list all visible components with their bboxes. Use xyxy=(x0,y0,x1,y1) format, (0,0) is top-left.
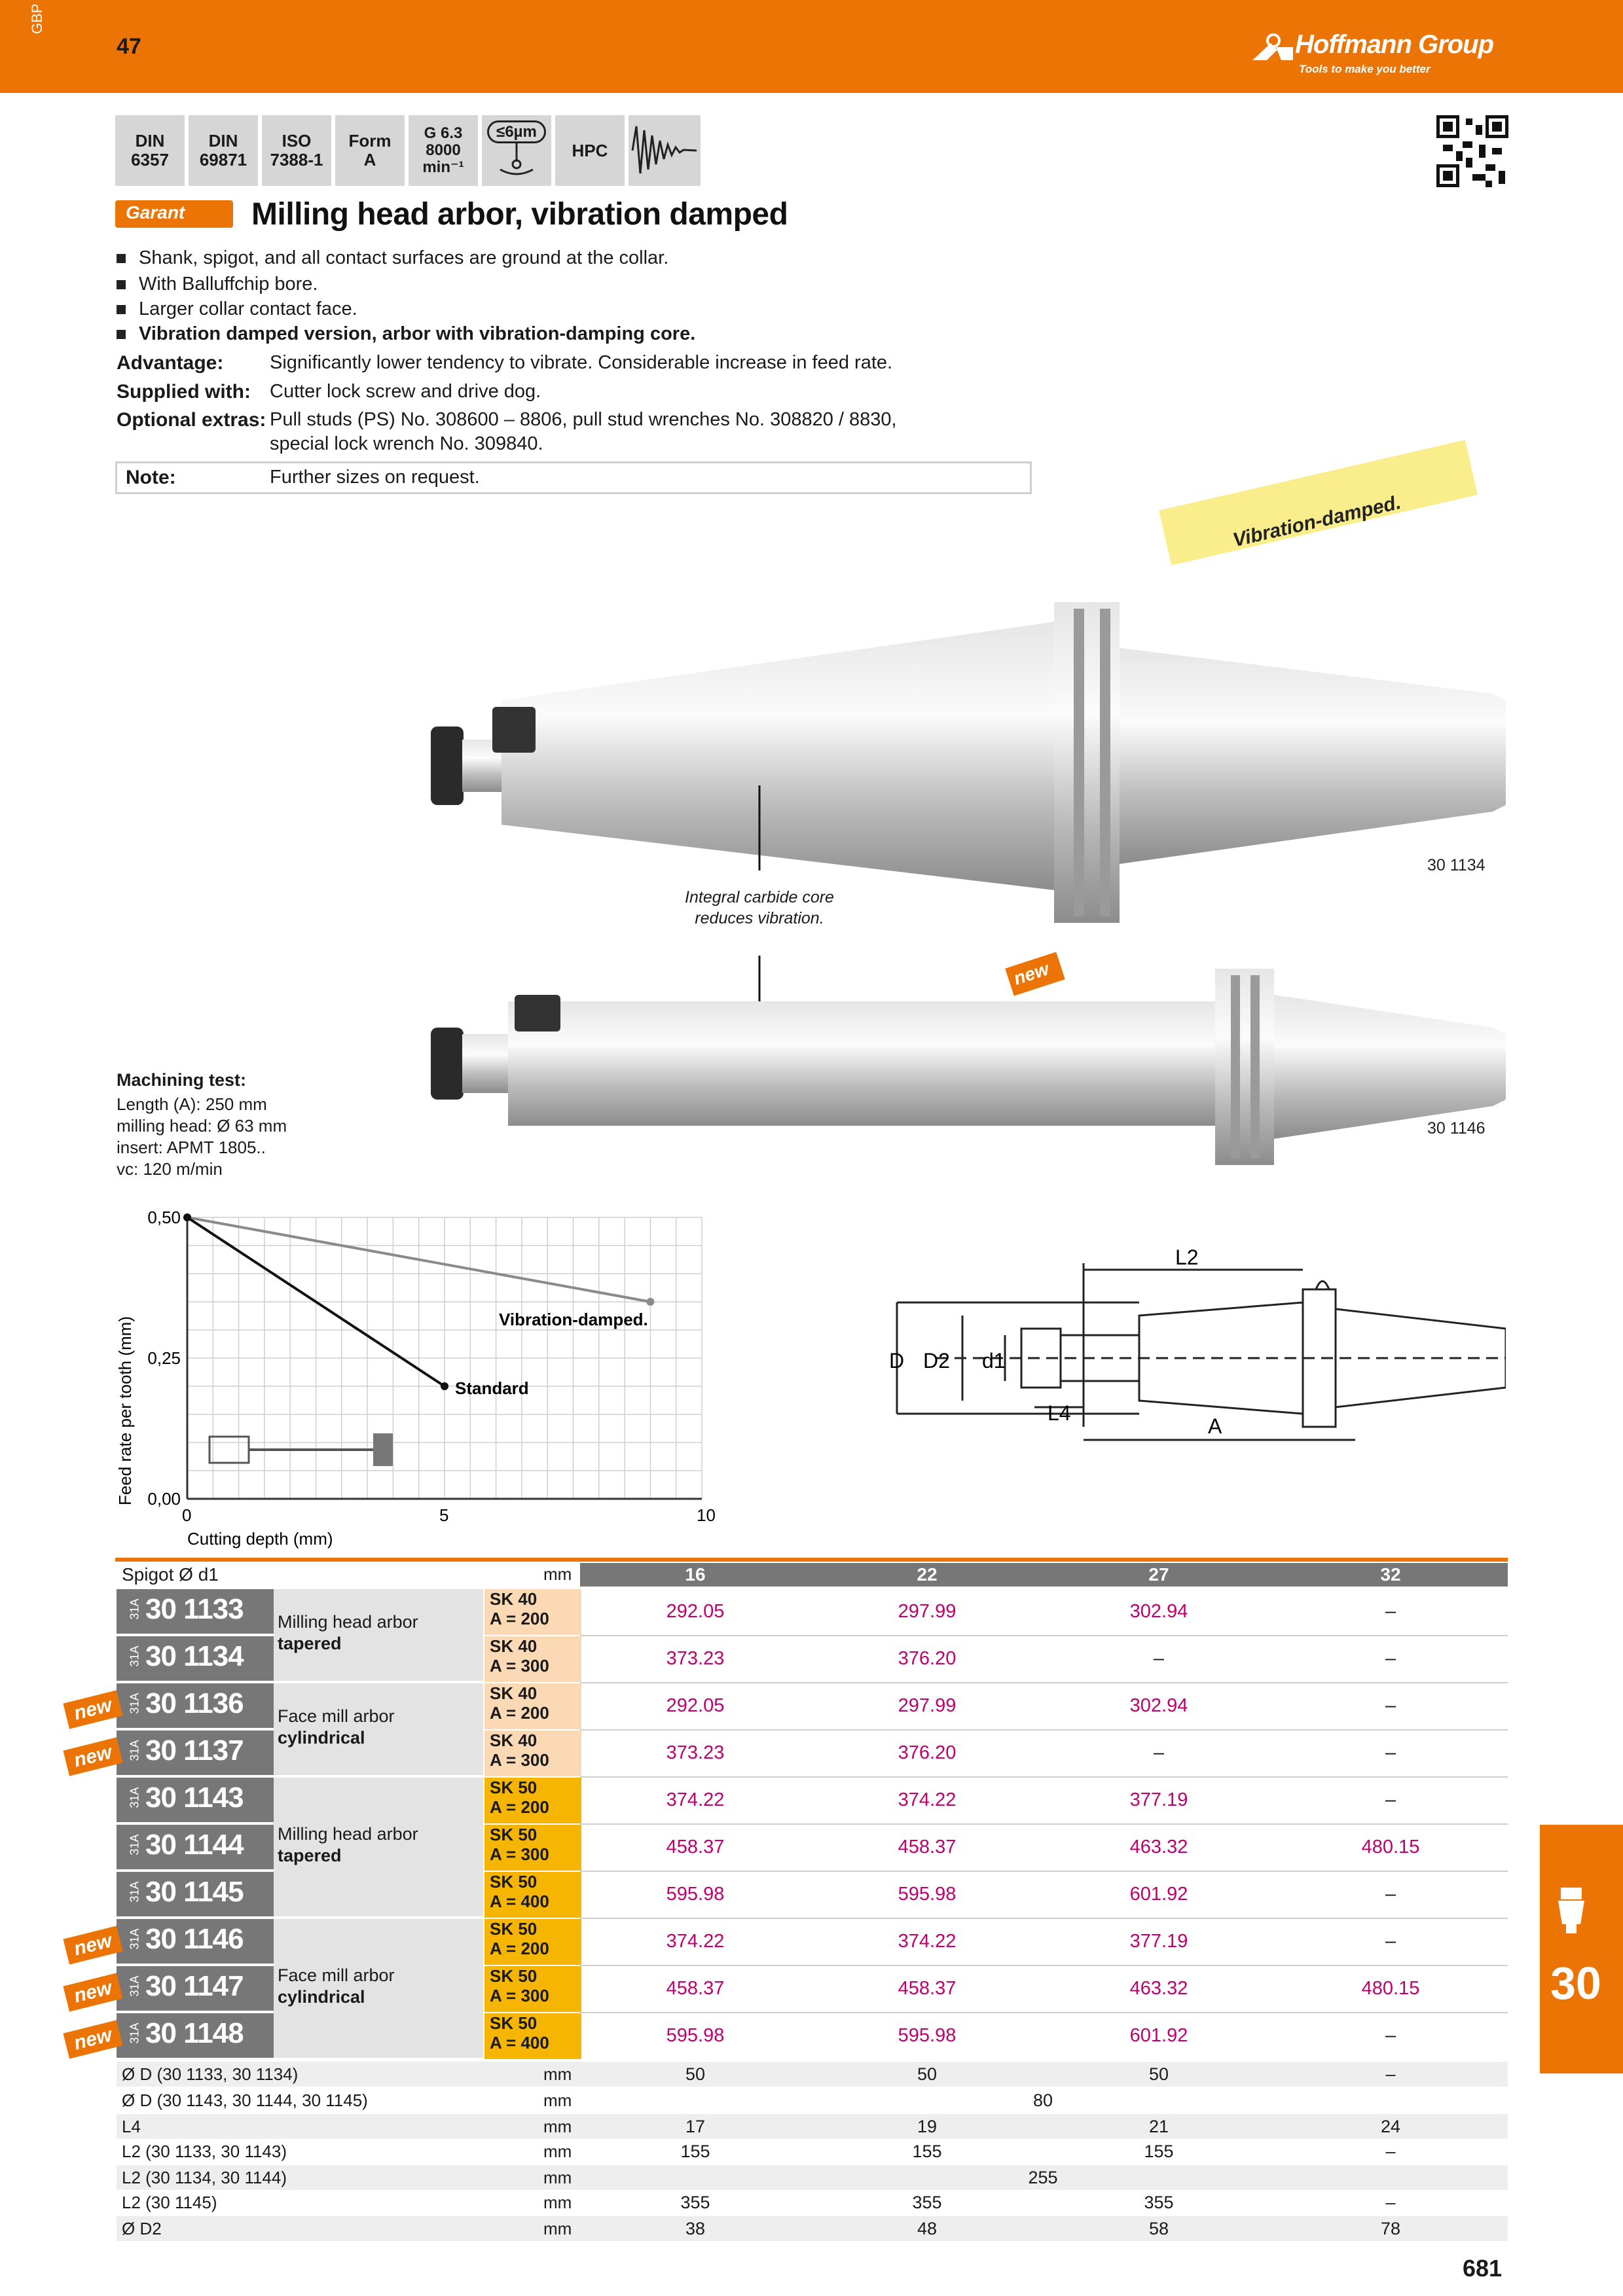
sk-size: SK 50 xyxy=(490,1825,538,1844)
badge-form xyxy=(335,115,405,186)
advantage-label: Advantage: xyxy=(117,352,224,374)
spec-value: 355 xyxy=(912,2193,942,2212)
spec-unit: mm xyxy=(543,2168,572,2187)
article-number: 30 1145 xyxy=(145,1876,244,1908)
machining-test-line: insert: APMT 1805.. xyxy=(117,1138,266,1157)
machining-test-line: Length (A): 250 mm xyxy=(117,1094,267,1114)
price-cell: 374.22 xyxy=(666,1931,725,1952)
new-badge: new xyxy=(63,1973,122,2011)
spec-label: L2 (30 1134, 30 1144) xyxy=(122,2168,287,2187)
column-header: 16 xyxy=(685,1564,706,1585)
spec-row-bg xyxy=(117,2165,1508,2190)
brand-name: Hoffmann Group xyxy=(1295,30,1494,59)
row-divider xyxy=(580,1776,1508,1778)
dimension-drawing xyxy=(877,1237,1506,1460)
price-cell: 601.92 xyxy=(1129,2025,1188,2046)
chart-y-tick-label: 0,00 xyxy=(147,1489,181,1509)
chart-x-axis-label: Cutting depth (mm) xyxy=(187,1529,333,1549)
article-number: 30 1134 xyxy=(145,1640,244,1672)
chart-tool-sketch-icon xyxy=(210,1433,393,1466)
new-badge: new xyxy=(63,1737,122,1776)
machining-test-line: vc: 120 m/min xyxy=(117,1159,223,1179)
code-prefix: 31A xyxy=(128,1740,141,1761)
sk-size: SK 40 xyxy=(490,1683,538,1703)
spec-value: 17 xyxy=(685,2117,706,2136)
spec-value: 50 xyxy=(917,2064,938,2084)
sk-size: SK 40 xyxy=(490,1589,538,1609)
sk-size: SK 50 xyxy=(490,1872,538,1892)
price-cell: – xyxy=(1385,1931,1396,1952)
spec-unit: mm xyxy=(543,2090,572,2110)
arbor-tapered-image xyxy=(419,589,1506,929)
price-cell: 458.37 xyxy=(898,1837,957,1857)
price-cell: 376.20 xyxy=(898,1742,957,1763)
chart-ticks xyxy=(147,1211,716,1525)
spec-value: 155 xyxy=(680,2142,710,2161)
price-cell: – xyxy=(1153,1742,1165,1763)
spec-unit: mm xyxy=(543,2219,572,2238)
badge-line: ≤6µm xyxy=(487,120,546,143)
price-cell: – xyxy=(1385,1742,1396,1763)
price-cell: – xyxy=(1385,1884,1396,1905)
spec-value: 355 xyxy=(1144,2193,1174,2212)
row-divider xyxy=(580,1871,1508,1872)
badge-din-6357 xyxy=(115,115,185,186)
badge-line: 7388-1 xyxy=(270,150,323,170)
spec-value: – xyxy=(1385,2064,1396,2084)
bullet-item: Shank, spigot, and all contact surfaces are ground at the collar. xyxy=(117,247,668,269)
dim-label-a: A xyxy=(1208,1414,1222,1438)
spec-value: 21 xyxy=(1148,2117,1169,2136)
spec-value-merged: 255 xyxy=(1028,2168,1058,2187)
sk-cell xyxy=(484,1589,581,1635)
price-cell: 374.22 xyxy=(898,1789,957,1810)
code-prefix: 31A xyxy=(128,1598,141,1620)
price-cell: 297.99 xyxy=(898,1695,957,1716)
price-cell: 376.20 xyxy=(898,1648,957,1669)
sk-length: A = 200 xyxy=(490,1703,549,1723)
machining-test-title: Machining test: xyxy=(117,1070,247,1090)
spec-label: L2 (30 1133, 30 1143) xyxy=(122,2142,287,2161)
group-line: cylindrical xyxy=(278,1728,365,1748)
chart-point xyxy=(646,1298,654,1306)
optional-text: special lock wrench No. 309840. xyxy=(270,433,543,454)
price-cell: – xyxy=(1385,2025,1396,2046)
article-number: 30 1137 xyxy=(145,1734,244,1767)
dim-label-d1: d1 xyxy=(982,1349,1006,1372)
price-cell: – xyxy=(1385,1648,1396,1669)
dim-label-l4: L4 xyxy=(1048,1401,1071,1425)
optional-label: Optional extras: xyxy=(117,409,266,431)
spec-value: – xyxy=(1385,2193,1396,2212)
price-cell: – xyxy=(1153,1648,1165,1669)
chart-y-tick-label: 0,50 xyxy=(147,1211,181,1227)
row-divider xyxy=(580,1918,1508,1919)
sk-length: A = 200 xyxy=(490,1797,549,1817)
price-cell: 302.94 xyxy=(1129,1695,1188,1716)
price-cell: 463.32 xyxy=(1129,1837,1188,1857)
badge-line: DIN xyxy=(208,131,238,151)
row-divider xyxy=(580,1729,1508,1731)
sk-length: A = 300 xyxy=(490,1750,549,1770)
dim-label-l2: L2 xyxy=(1175,1246,1199,1269)
price-cell: 595.98 xyxy=(898,2025,957,2046)
chart-x-tick-label: 10 xyxy=(697,1505,716,1525)
image-code-top: 30 1134 xyxy=(1427,856,1486,874)
price-cell: 463.32 xyxy=(1129,1978,1188,1999)
runout-gauge-icon xyxy=(482,143,551,176)
price-cell: 292.05 xyxy=(666,1601,725,1622)
price-cell: 302.94 xyxy=(1129,1601,1188,1622)
group-description xyxy=(278,1965,395,2008)
spec-value: 78 xyxy=(1380,2219,1401,2238)
header-page-number: 47 xyxy=(117,34,141,59)
spec-unit: mm xyxy=(543,2193,572,2212)
price-cell: 601.92 xyxy=(1129,1884,1188,1905)
sk-size: SK 50 xyxy=(490,1778,538,1797)
code-prefix: 31A xyxy=(128,1881,141,1903)
group-description xyxy=(278,1706,395,1749)
price-cell: 373.23 xyxy=(666,1742,725,1763)
badge-runout xyxy=(482,115,551,186)
spec-label: L2 (30 1145) xyxy=(122,2193,217,2212)
chapter-tab xyxy=(1540,1825,1623,2073)
chart-series-label: Standard xyxy=(455,1378,529,1398)
table-top-rule xyxy=(115,1558,1508,1562)
footer-page-number: 681 xyxy=(1463,2255,1503,2282)
note-text: Further sizes on request. xyxy=(270,467,480,488)
sk-length: A = 300 xyxy=(490,1844,549,1864)
row-divider xyxy=(580,1635,1508,1636)
spec-value: 38 xyxy=(685,2219,706,2238)
sk-size: SK 50 xyxy=(490,2013,538,2033)
badge-line: 6357 xyxy=(131,150,169,170)
group-line: tapered xyxy=(278,1846,342,1865)
sk-cell xyxy=(484,2013,581,2059)
feed-rate-chart xyxy=(111,1211,720,1551)
article-number: 30 1136 xyxy=(145,1687,244,1719)
vibration-damped-banner-text: Vibration-damped. xyxy=(1231,492,1403,552)
price-cell: 292.05 xyxy=(666,1695,725,1716)
new-badge-image-text: new xyxy=(1011,958,1051,989)
vibration-damped-banner xyxy=(1159,440,1478,565)
price-cell: – xyxy=(1385,1601,1396,1622)
badge-line: DIN xyxy=(135,131,165,151)
bullet-item: Vibration damped version, arbor with vibration-damping core. xyxy=(117,323,695,345)
spec-value: 19 xyxy=(917,2117,938,2136)
core-note xyxy=(655,887,864,929)
note-label: Note: xyxy=(126,467,176,488)
price-cell: 374.22 xyxy=(666,1789,725,1810)
price-cell: – xyxy=(1385,1695,1396,1716)
badge-hpc xyxy=(555,115,625,186)
code-prefix: 31A xyxy=(128,1645,141,1667)
brand-tagline: Tools to make you better xyxy=(1299,63,1431,75)
new-badge: new xyxy=(63,1690,122,1729)
row-divider xyxy=(580,1682,1508,1683)
price-cell: 595.98 xyxy=(666,2025,725,2046)
spec-label: L4 xyxy=(122,2117,141,2136)
badge-line: ISO xyxy=(282,131,312,151)
sk-length: A = 400 xyxy=(490,2033,549,2053)
chart-series-label: Vibration-damped. xyxy=(499,1310,648,1329)
sk-cell xyxy=(484,1966,581,2012)
spigot-label: Spigot Ø d1 xyxy=(122,1564,219,1585)
spec-label: Ø D (30 1143, 30 1144, 30 1145) xyxy=(122,2090,368,2110)
price-cell: 374.22 xyxy=(898,1931,957,1952)
badge-line: A xyxy=(363,150,376,170)
code-prefix: 31A xyxy=(128,2022,141,2044)
column-header: 32 xyxy=(1380,1564,1401,1585)
price-cell: 458.37 xyxy=(666,1837,725,1857)
price-cell: 480.15 xyxy=(1361,1978,1420,1999)
code-prefix: 31A xyxy=(128,1693,141,1714)
chapter-number: 30 xyxy=(1550,1958,1601,2009)
badge-line: Form xyxy=(348,131,392,151)
image-code-bottom: 30 1146 xyxy=(1427,1119,1486,1138)
spec-value: 48 xyxy=(917,2219,938,2238)
new-badge: new xyxy=(63,1926,122,1964)
article-number: 30 1147 xyxy=(145,1970,244,2002)
arbor-cylindrical-image xyxy=(419,956,1506,1178)
group-description xyxy=(278,1611,418,1655)
badge-din-69871 xyxy=(189,115,258,186)
spec-value: – xyxy=(1385,2142,1396,2161)
dim-label-d: D xyxy=(889,1349,905,1372)
code-prefix: 31A xyxy=(128,1928,141,1950)
article-number: 30 1133 xyxy=(145,1593,244,1625)
spec-unit: mm xyxy=(543,2064,572,2084)
spec-value: 24 xyxy=(1380,2117,1401,2136)
qr-code-icon xyxy=(1436,115,1508,187)
sk-cell xyxy=(484,1825,581,1871)
group-line: Milling head arbor xyxy=(278,1824,418,1844)
sk-length: A = 200 xyxy=(490,1609,549,1628)
price-cell: 297.99 xyxy=(898,1601,957,1622)
sk-cell xyxy=(484,1919,581,1965)
sk-size: SK 50 xyxy=(490,1966,538,1986)
article-number: 30 1148 xyxy=(145,2017,244,2049)
row-divider xyxy=(580,1965,1508,1966)
sk-size: SK 50 xyxy=(490,1919,538,1939)
article-number: 30 1146 xyxy=(145,1923,244,1955)
sk-cell xyxy=(484,1778,581,1823)
price-cell: 377.19 xyxy=(1129,1789,1188,1810)
chart-point xyxy=(441,1382,448,1390)
article-number: 30 1144 xyxy=(145,1829,244,1861)
sk-size: SK 40 xyxy=(490,1636,538,1656)
chart-y-axis-label: Feed rate per tooth (mm) xyxy=(115,1316,135,1505)
price-cell: 377.19 xyxy=(1129,1931,1188,1952)
badge-line: HPC xyxy=(572,140,608,160)
group-description xyxy=(278,1823,418,1867)
sk-length: A = 200 xyxy=(490,1939,549,1958)
dim-label-d2: D2 xyxy=(923,1349,950,1372)
chapter-tool-icon xyxy=(1552,1885,1591,1937)
optional-text: Pull studs (PS) No. 308600 – 8806, pull stud wrenches No. 308820 / 8830, xyxy=(270,409,897,430)
spec-value: 155 xyxy=(1144,2142,1174,2161)
spec-value: 50 xyxy=(1148,2064,1169,2084)
badge-line: 69871 xyxy=(199,150,247,170)
chart-grid xyxy=(187,1217,702,1499)
badge-iso xyxy=(262,115,331,186)
advantage-text: Significantly lower tendency to vibrate. Considerable increase in feed rate. xyxy=(270,352,893,373)
spec-unit: mm xyxy=(543,2142,572,2161)
column-header: 27 xyxy=(1148,1564,1169,1585)
price-cell: 595.98 xyxy=(666,1884,725,1905)
sk-size: SK 40 xyxy=(490,1731,538,1750)
sk-cell xyxy=(484,1683,581,1729)
chart-y-tick-label: 0,25 xyxy=(147,1348,181,1368)
spec-value: 155 xyxy=(912,2142,942,2161)
price-cell: 373.23 xyxy=(666,1648,725,1669)
badge-vibration xyxy=(629,115,701,186)
sk-length: A = 400 xyxy=(490,1892,549,1911)
code-prefix: 31A xyxy=(128,1787,141,1808)
group-line: Face mill arbor xyxy=(278,1965,395,1985)
chart-x-tick-label: 5 xyxy=(439,1505,449,1525)
new-badge: new xyxy=(63,2020,122,2058)
sk-cell xyxy=(484,1636,581,1682)
badge-line: min⁻¹ xyxy=(422,158,464,176)
core-note-line: Integral carbide core xyxy=(685,888,834,906)
spec-value: 50 xyxy=(685,2064,706,2084)
sk-cell xyxy=(484,1731,581,1776)
group-line: tapered xyxy=(278,1634,342,1653)
row-divider xyxy=(580,2012,1508,2013)
bullet-item: With Balluffchip bore. xyxy=(117,274,318,295)
sk-length: A = 300 xyxy=(490,1656,549,1676)
spec-unit: mm xyxy=(543,2117,572,2136)
chart-x-tick-label: 0 xyxy=(182,1505,192,1525)
spec-label: Ø D (30 1133, 30 1134) xyxy=(122,2064,299,2084)
article-number: 30 1143 xyxy=(145,1782,244,1814)
badge-line: G 6.3 xyxy=(424,124,463,142)
supplied-label: Supplied with: xyxy=(117,381,251,403)
spec-label: Ø D2 xyxy=(122,2219,162,2238)
spec-value: 355 xyxy=(680,2193,710,2212)
price-cell: 595.98 xyxy=(898,1884,957,1905)
group-line: Face mill arbor xyxy=(278,1706,395,1726)
price-cell: 458.37 xyxy=(666,1978,725,1999)
core-note-line: reduces vibration. xyxy=(695,909,824,927)
code-prefix: 31A xyxy=(128,1975,141,1997)
bullet-item: Larger collar contact face. xyxy=(117,298,357,320)
group-line: Milling head arbor xyxy=(278,1612,418,1632)
column-header: 22 xyxy=(917,1564,938,1585)
code-prefix: 31A xyxy=(128,1834,141,1856)
badge-balance xyxy=(409,115,478,186)
chart-point xyxy=(183,1213,191,1221)
note-box xyxy=(115,461,1032,494)
spec-value: 58 xyxy=(1148,2219,1169,2238)
supplied-text: Cutter lock screw and drive dog. xyxy=(270,381,541,402)
group-line: cylindrical xyxy=(278,1987,365,2007)
product-title: Milling head arbor, vibration damped xyxy=(251,197,788,232)
spec-value-merged: 80 xyxy=(1032,2090,1053,2110)
sk-cell xyxy=(484,1872,581,1918)
badge-line: 8000 xyxy=(426,141,461,159)
garant-badge-text: Garant xyxy=(126,202,185,223)
vibration-wave-icon xyxy=(629,121,701,180)
machining-test-line: milling head: Ø 63 mm xyxy=(117,1116,287,1136)
side-tag: GBP xyxy=(29,3,45,34)
price-cell: – xyxy=(1385,1789,1396,1810)
price-cell: 480.15 xyxy=(1361,1837,1420,1857)
price-cell: 458.37 xyxy=(898,1978,957,1999)
row-divider xyxy=(580,1823,1508,1825)
sk-length: A = 300 xyxy=(490,1986,549,2005)
spigot-unit: mm xyxy=(543,1564,572,1584)
